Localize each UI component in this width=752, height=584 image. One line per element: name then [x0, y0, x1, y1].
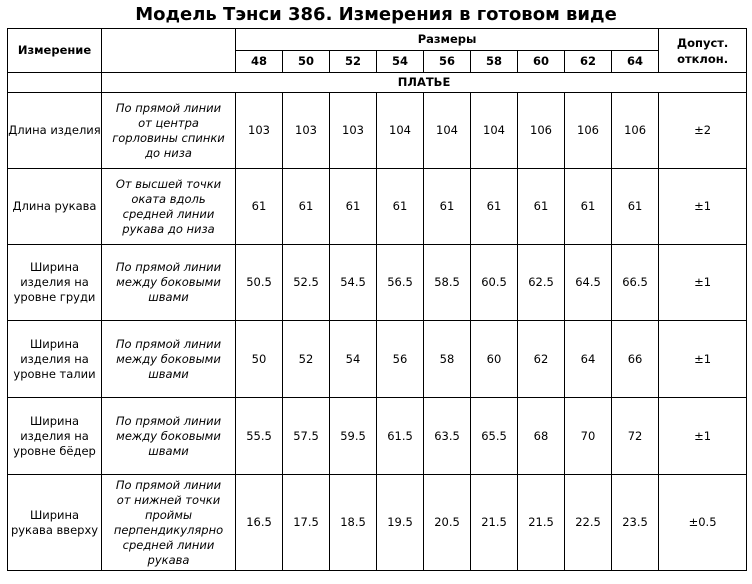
value-size-60: 68: [518, 398, 565, 475]
table-row: [8, 321, 747, 398]
value-size-52: 103: [330, 93, 377, 169]
value-size-58: 60: [471, 321, 518, 398]
size-header-50: 50: [283, 51, 330, 73]
value-size-54: 56: [377, 321, 424, 398]
size-header-48: 48: [236, 51, 283, 73]
value-size-58: 61: [471, 169, 518, 245]
value-size-56: 61: [424, 169, 471, 245]
value-size-64: 106: [612, 93, 659, 169]
header-sizes: Размеры: [236, 29, 659, 51]
size-header-62: 62: [565, 51, 612, 73]
value-size-64: 72: [612, 398, 659, 475]
tolerance-value: ±0.5: [659, 475, 747, 571]
header-tolerance: Допуст. отклон.: [659, 29, 747, 73]
value-size-56: 58.5: [424, 245, 471, 321]
tolerance-value: ±1: [659, 398, 747, 475]
measurements-table: [7, 28, 747, 571]
measurement-name: Длина рукава: [8, 169, 102, 245]
table-row: [8, 93, 747, 169]
value-size-48: 103: [236, 93, 283, 169]
value-size-54: 19.5: [377, 475, 424, 571]
measurement-description: По прямой линии от нижней точки проймы перпендикулярно средней линии рукава: [102, 475, 236, 571]
value-size-62: 61: [565, 169, 612, 245]
size-header-52: 52: [330, 51, 377, 73]
value-size-62: 70: [565, 398, 612, 475]
value-size-60: 21.5: [518, 475, 565, 571]
value-size-60: 61: [518, 169, 565, 245]
table-row: [8, 245, 747, 321]
value-size-52: 59.5: [330, 398, 377, 475]
value-size-52: 54: [330, 321, 377, 398]
value-size-52: 18.5: [330, 475, 377, 571]
table-row: [8, 169, 747, 245]
value-size-64: 66: [612, 321, 659, 398]
value-size-58: 65.5: [471, 398, 518, 475]
value-size-52: 61: [330, 169, 377, 245]
measurement-name: Ширина рукава вверху: [8, 475, 102, 571]
value-size-56: 58: [424, 321, 471, 398]
header-measurement: Измерение: [8, 29, 102, 73]
value-size-56: 104: [424, 93, 471, 169]
size-header-54: 54: [377, 51, 424, 73]
value-size-48: 61: [236, 169, 283, 245]
value-size-50: 52.5: [283, 245, 330, 321]
tolerance-value: ±2: [659, 93, 747, 169]
value-size-56: 63.5: [424, 398, 471, 475]
section-title: ПЛАТЬЕ: [102, 73, 747, 93]
measurement-name: Ширина изделия на уровне груди: [8, 245, 102, 321]
value-size-54: 56.5: [377, 245, 424, 321]
value-size-50: 103: [283, 93, 330, 169]
measurement-description: По прямой линии от центра горловины спинки до низа: [102, 93, 236, 169]
section-spacer: [8, 73, 102, 93]
value-size-60: 106: [518, 93, 565, 169]
measurement-name: Ширина изделия на уровне бёдер: [8, 398, 102, 475]
tolerance-value: ±1: [659, 169, 747, 245]
value-size-62: 106: [565, 93, 612, 169]
measurement-description: По прямой линии между боковыми швами: [102, 321, 236, 398]
value-size-54: 61.5: [377, 398, 424, 475]
value-size-54: 61: [377, 169, 424, 245]
value-size-48: 50: [236, 321, 283, 398]
page-title: Модель Тэнси 386. Измерения в готовом виде: [135, 4, 617, 25]
table-row: [8, 475, 747, 571]
value-size-58: 60.5: [471, 245, 518, 321]
value-size-62: 64.5: [565, 245, 612, 321]
value-size-62: 22.5: [565, 475, 612, 571]
value-size-50: 17.5: [283, 475, 330, 571]
value-size-56: 20.5: [424, 475, 471, 571]
measurement-name: Длина изделия: [8, 93, 102, 169]
tolerance-value: ±1: [659, 321, 747, 398]
value-size-60: 62: [518, 321, 565, 398]
table-row: [8, 398, 747, 475]
value-size-50: 61: [283, 169, 330, 245]
size-header-64: 64: [612, 51, 659, 73]
measurement-name: Ширина изделия на уровне талии: [8, 321, 102, 398]
measurement-description: От высшей точки оката вдоль средней линии рукава до низа: [102, 169, 236, 245]
value-size-52: 54.5: [330, 245, 377, 321]
value-size-48: 16.5: [236, 475, 283, 571]
value-size-58: 21.5: [471, 475, 518, 571]
measurement-description: По прямой линии между боковыми швами: [102, 398, 236, 475]
value-size-50: 52: [283, 321, 330, 398]
size-header-60: 60: [518, 51, 565, 73]
tolerance-value: ±1: [659, 245, 747, 321]
value-size-48: 50.5: [236, 245, 283, 321]
measurement-description: По прямой линии между боковыми швами: [102, 245, 236, 321]
size-header-56: 56: [424, 51, 471, 73]
value-size-58: 104: [471, 93, 518, 169]
value-size-64: 66.5: [612, 245, 659, 321]
value-size-60: 62.5: [518, 245, 565, 321]
value-size-64: 61: [612, 169, 659, 245]
value-size-50: 57.5: [283, 398, 330, 475]
header-description-blank: [102, 29, 236, 73]
value-size-62: 64: [565, 321, 612, 398]
value-size-48: 55.5: [236, 398, 283, 475]
value-size-54: 104: [377, 93, 424, 169]
size-header-58: 58: [471, 51, 518, 73]
value-size-64: 23.5: [612, 475, 659, 571]
